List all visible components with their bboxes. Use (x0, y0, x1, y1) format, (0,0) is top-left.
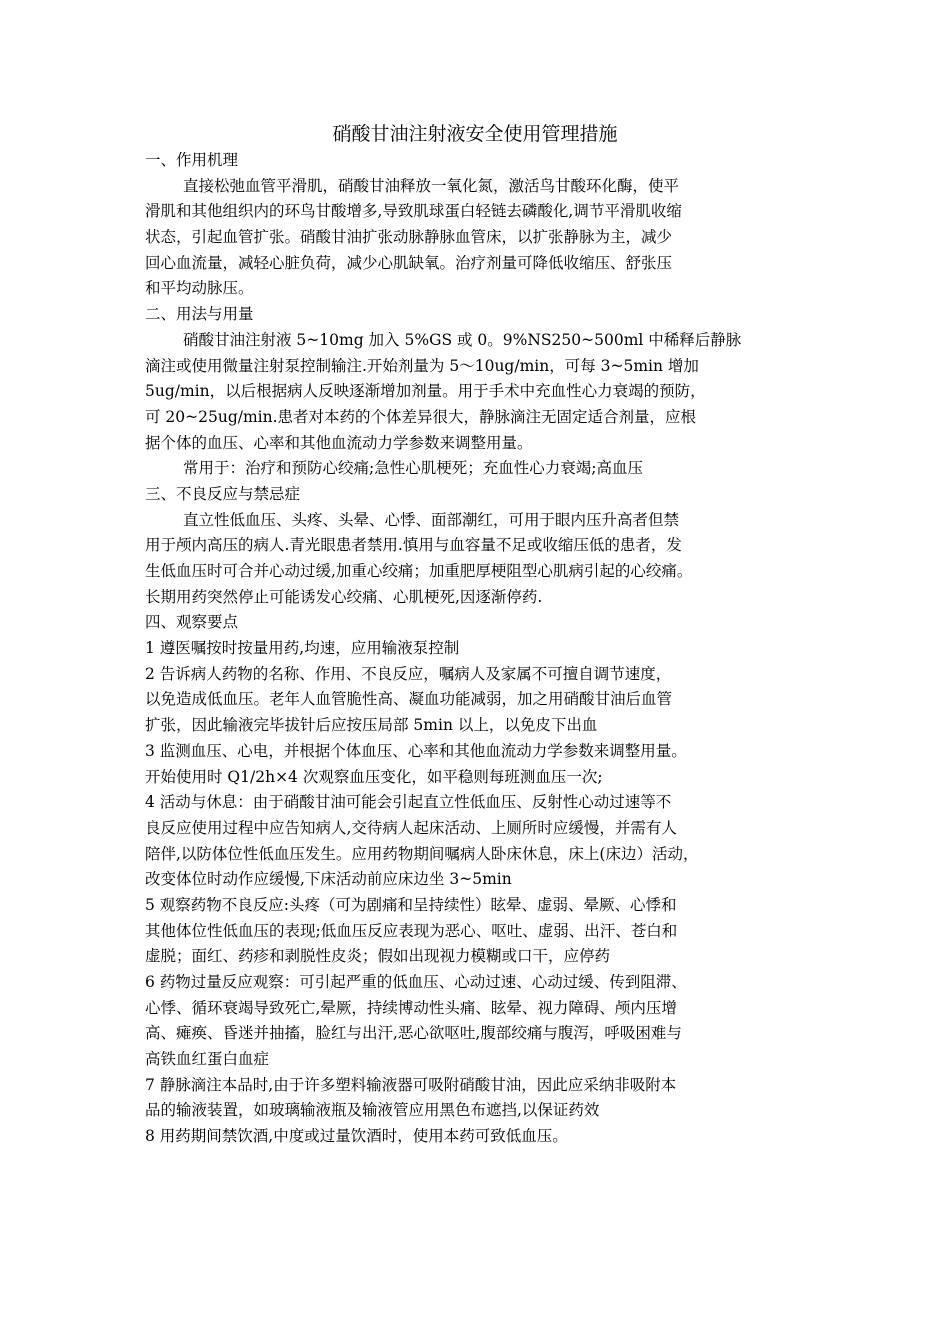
paragraph-line: 长期用药突然停止可能诱发心绞痛、心肌梗死,因逐渐停药. (145, 587, 543, 606)
paragraph-line: 二、用法与用量 (145, 305, 254, 324)
paragraph-line-indented: 硝酸甘油注射液 5~10mg 加入 5%GS 或 0。9%NS250~500ml 中稀释后静脉 (183, 330, 742, 349)
paragraph-line: 5ug/min，以后根据病人反映逐渐增加剂量。用于手术中充血性心力衰竭的预防， (145, 382, 706, 401)
paragraph-line: 四、观察要点 (145, 613, 239, 632)
paragraph-line: 三、不良反应与禁忌症 (145, 484, 301, 503)
document-title: 硝酸甘油注射液安全使用管理措施 (332, 123, 618, 145)
paragraph-line: 和平均动脉压。 (145, 279, 254, 298)
paragraph-line: 一、作用机理 (145, 151, 239, 169)
paragraph-line: 8 用药期间禁饮酒,中度或过量饮酒时，使用本药可致低血压。 (145, 1127, 568, 1146)
paragraph-line: 4 活动与休息：由于硝酸甘油可能会引起直立性低血压、反射性心动过速等不 (145, 793, 672, 812)
paragraph-line-indented: 直接松弛血管平滑肌，硝酸甘油释放一氧化氮，激活鸟甘酸环化酶，使平 (183, 176, 680, 195)
paragraph-line: 7 静脉滴注本品时,由于许多塑料输液器可吸附硝酸甘油，因此应采纳非吸附本 (145, 1075, 677, 1094)
paragraph-line: 心悸、循环衰竭导致死亡,晕厥，持续博动性头痛、眩晕、视力障碍、颅内压增 (145, 998, 677, 1017)
paragraph-line: 回心血流量，减轻心脏负荷，减少心肌缺氧。治疗剂量可降低收缩压、舒张压 (145, 253, 673, 272)
paragraph-line: 6 药物过量反应观察：可引起严重的低血压、心动过速、心动过缓、传到阻滞、 (145, 973, 687, 991)
paragraph-line: 可 20~25ug/min.患者对本药的个体差异很大，静脉滴注无固定适合剂量，应根 (145, 407, 697, 426)
paragraph-line: 扩张，因此输液完毕拔针后应按压局部 5min 以上，以免皮下出血 (145, 716, 598, 735)
paragraph-line: 2 告诉病人药物的名称、作用、不良反应，嘱病人及家属不可擅自调节速度， (145, 664, 672, 683)
paragraph-line: 高、瘫痪、昏迷并抽搐，脸红与出汗,恶心欲呕吐,腹部绞痛与腹泻，呼吸困难与 (145, 1024, 682, 1043)
paragraph-line: 3 监测血压、心电，并根据个体血压、心率和其他血流动力学参数来调整用量。 (145, 741, 687, 760)
paragraph-line: 状态，引起血管扩张。硝酸甘油扩张动脉静脉血管床，以扩张静脉为主，减少 (145, 228, 673, 247)
paragraph-line: 滑肌和其他组织内的环鸟甘酸增多,导致肌球蛋白轻链去磷酸化,调节平滑肌收缩 (145, 202, 682, 221)
document-body (145, 148, 815, 1150)
paragraph-line: 陪伴,以防体位性低血压发生。应用药物期间嘱病人卧床休息，床上(床边）活动， (145, 844, 699, 863)
paragraph-line: 良反应使用过程中应告知病人,交待病人起床活动、上厕所时应缓慢，并需有人 (145, 818, 677, 837)
paragraph-line-indented: 常用于：治疗和预防心绞痛;急性心肌梗死；充血性心力衰竭;高血压 (183, 459, 643, 478)
paragraph-line: 品的输液装置，如玻璃输液瓶及输液管应用黑色布遮挡,以保证药效 (145, 1101, 600, 1120)
paragraph-line-indented: 直立性低血压、头疼、头晕、心悸、面部潮红，可用于眼内压升高者但禁 (183, 510, 680, 529)
paragraph-line: 改变体位时动作应缓慢,下床活动前应床边坐 3~5min (145, 870, 512, 889)
paragraph-line: 1 遵医嘱按时按量用药,均速，应用输液泵控制 (145, 639, 460, 658)
paragraph-line: 生低血压时可合并心动过缓,加重心绞痛；加重肥厚梗阻型心肌病引起的心绞痛。 (145, 562, 693, 580)
paragraph-line: 滴注或使用微量注射泵控制输注.开始剂量为 5～10ug/min，可每 3~5min 增加 (145, 356, 699, 375)
paragraph-line: 虚脱；面红、药疹和剥脱性皮炎；假如出现视力模糊或口干，应停药 (145, 947, 611, 966)
paragraph-line: 其他体位性低血压的表现;低血压反应表现为恶心、呕吐、虚弱、出汗、苍白和 (145, 921, 678, 940)
paragraph-line: 用于颅内高压的病人.青光眼患者禁用.慎用与血容量不足或收缩压低的患者，发 (145, 536, 682, 555)
paragraph-line: 5 观察药物不良反应:头疼（可为剧痛和呈持续性）眩晕、虚弱、晕厥、心悸和 (145, 895, 677, 914)
paragraph-line: 以免造成低血压。老年人血管脆性高、凝血功能减弱，加之用硝酸甘油后血管 (145, 690, 673, 709)
paragraph-line: 开始使用时 Q1/2h×4 次观察血压变化，如平稳则每班测血压一次; (145, 767, 603, 786)
paragraph-line: 据个体的血压、心率和其他血流动力学参数来调整用量。 (145, 433, 533, 452)
paragraph-line: 高铁血红蛋白血症 (145, 1050, 270, 1069)
